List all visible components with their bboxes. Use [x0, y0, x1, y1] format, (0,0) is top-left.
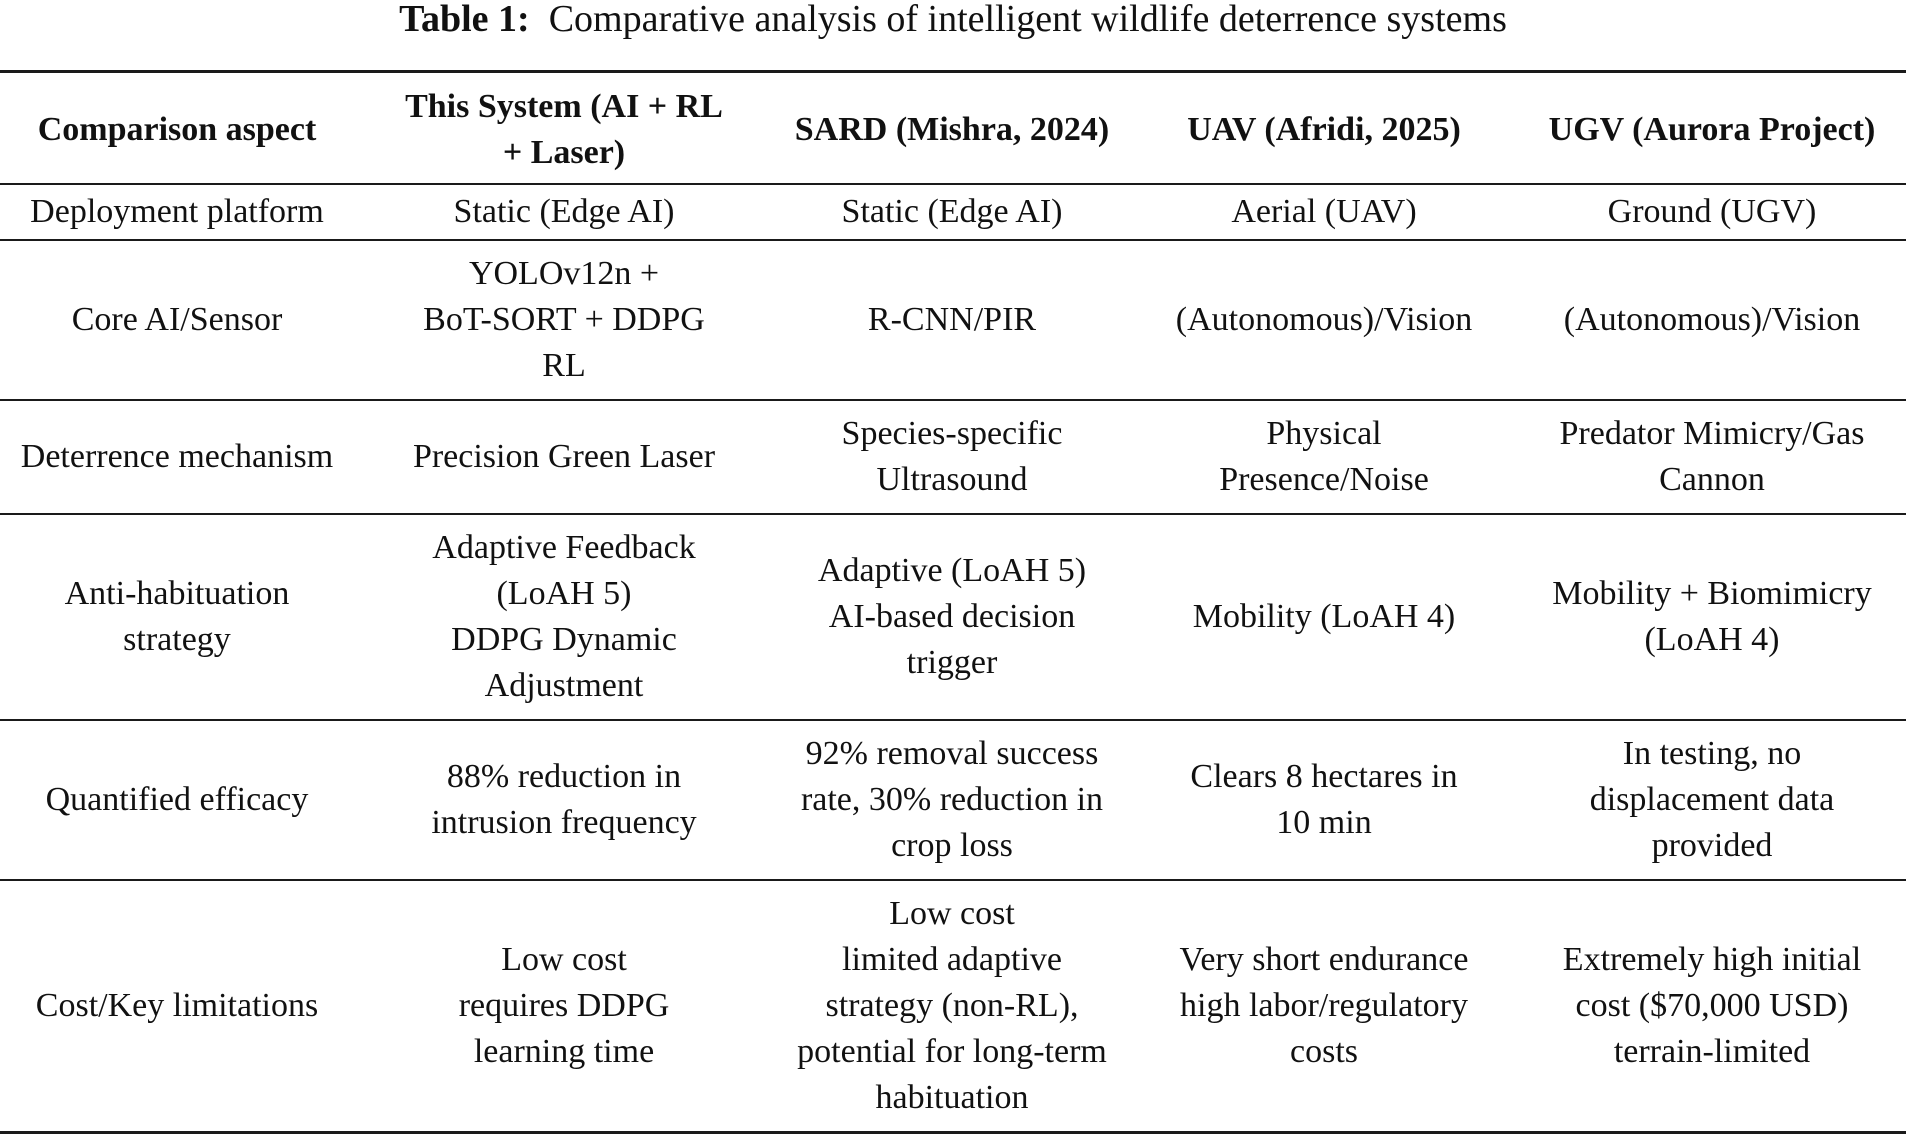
table-row: [0, 514, 1906, 720]
table-cell: (Autonomous)/Vision: [1130, 240, 1518, 400]
table-cell: Static (Edge AI): [354, 184, 774, 240]
table-cell: Predator Mimicry/Gas Cannon: [1518, 400, 1906, 514]
header-comparison-aspect: Comparison aspect: [0, 72, 354, 185]
table-row: [0, 720, 1906, 880]
table-cell: Very short endurance high labor/regulatory costs: [1130, 880, 1518, 1133]
header-ugv: UGV (Aurora Project): [1518, 72, 1906, 185]
table-cell: Clears 8 hectares in 10 min: [1130, 720, 1518, 880]
table-cell: YOLOv12n + BoT-SORT + DDPG RL: [354, 240, 774, 400]
table-row: [0, 880, 1906, 1133]
comparison-table: [0, 70, 1906, 1134]
table-caption: [0, 0, 1906, 38]
row-label-cell: Anti-habituation strategy: [0, 514, 354, 720]
table-cell: 88% reduction in intrusion frequency: [354, 720, 774, 880]
table-cell: Adaptive (LoAH 5) AI-based decision trigger: [774, 514, 1130, 720]
caption-label: Table 1:: [399, 0, 530, 40]
header-this-system: This System (AI + RL + Laser): [354, 72, 774, 185]
table-cell: (Autonomous)/Vision: [1518, 240, 1906, 400]
table-cell: In testing, no displacement data provided: [1518, 720, 1906, 880]
table-cell: Static (Edge AI): [774, 184, 1130, 240]
table-cell: 92% removal success rate, 30% reduction in crop loss: [774, 720, 1130, 880]
header-sard: SARD (Mishra, 2024): [774, 72, 1130, 185]
table-cell: Aerial (UAV): [1130, 184, 1518, 240]
table-cell: Low cost requires DDPG learning time: [354, 880, 774, 1133]
header-uav: UAV (Afridi, 2025): [1130, 72, 1518, 185]
row-label-cell: Core AI/Sensor: [0, 240, 354, 400]
row-label-cell: Deployment platform: [0, 184, 354, 240]
table-row: [0, 240, 1906, 400]
row-label-cell: Quantified efficacy: [0, 720, 354, 880]
table-cell: Physical Presence/Noise: [1130, 400, 1518, 514]
table-cell: Adaptive Feedback (LoAH 5) DDPG Dynamic Adjustment: [354, 514, 774, 720]
row-label-cell: Cost/Key limitations: [0, 880, 354, 1133]
table-cell: Ground (UGV): [1518, 184, 1906, 240]
table-row: [0, 400, 1906, 514]
table-cell: Mobility + Biomimicry (LoAH 4): [1518, 514, 1906, 720]
table-cell: Low cost limited adaptive strategy (non-RL), potential for long-term habituation: [774, 880, 1130, 1133]
table-cell: R-CNN/PIR: [774, 240, 1130, 400]
header-row: [0, 72, 1906, 185]
table-row: [0, 184, 1906, 240]
table-cell: Mobility (LoAH 4): [1130, 514, 1518, 720]
table-cell: Precision Green Laser: [354, 400, 774, 514]
row-label-cell: Deterrence mechanism: [0, 400, 354, 514]
table-cell: Extremely high initial cost ($70,000 USD) terrain-limited: [1518, 880, 1906, 1133]
table-cell: Species-specific Ultrasound: [774, 400, 1130, 514]
caption-text: Comparative analysis of intelligent wildlife deterrence systems: [548, 0, 1507, 40]
